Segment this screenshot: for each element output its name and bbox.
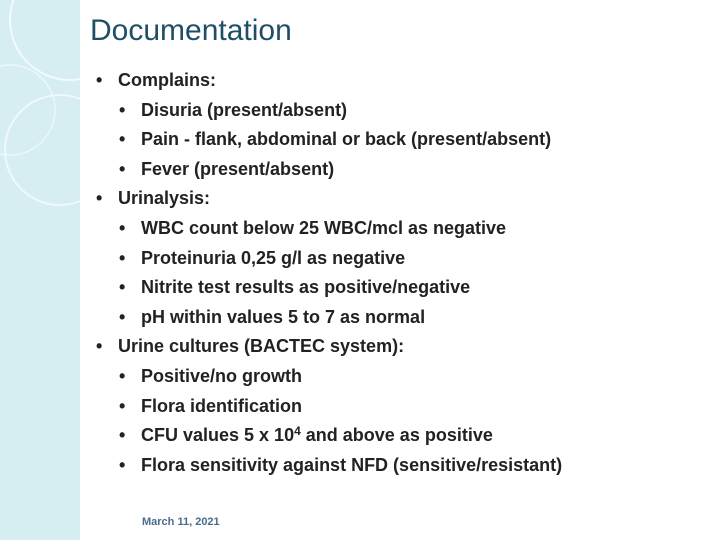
list-item — [96, 125, 706, 155]
item-text: Positive/no growth — [141, 365, 303, 386]
exponent: 4 — [294, 424, 301, 439]
item-text: Nitrite test results as positive/negative — [141, 277, 471, 298]
bullet-icon: • — [119, 217, 126, 238]
item-text: Fever (present/absent) — [141, 158, 335, 179]
item-text-suffix: and above as positive — [300, 425, 493, 446]
item-text: Proteinuria 0,25 g/l as negative — [141, 247, 406, 268]
bullet-icon: • — [119, 277, 126, 298]
item-text: Flora sensitivity against NFD (sensitive/resistant) — [141, 454, 563, 475]
list-item — [96, 303, 706, 333]
bullet-icon: • — [119, 454, 126, 475]
section-urinalysis — [96, 184, 706, 214]
list-item — [96, 362, 706, 392]
list-item — [96, 155, 706, 185]
bullet-icon: • — [119, 425, 126, 446]
section-label: Complains: — [118, 70, 217, 90]
section-label: Urinalysis: — [118, 188, 211, 209]
bullet-icon: • — [119, 306, 126, 327]
bullet-icon: • — [119, 395, 126, 416]
item-text: WBC count below 25 WBC/mcl as negative — [141, 217, 507, 238]
item-text: Flora identification — [141, 395, 303, 416]
section-urine-cultures — [96, 332, 706, 362]
slide-title: Documentation — [90, 14, 292, 47]
item-text: Disuria (present/absent) — [141, 99, 348, 120]
decorative-side-band — [0, 0, 80, 540]
bullet-icon: • — [119, 99, 126, 120]
list-item — [96, 392, 706, 422]
list-item — [96, 451, 706, 481]
list-item — [96, 244, 706, 274]
bullet-icon: • — [119, 365, 126, 386]
list-item-cfu — [96, 421, 706, 451]
item-text: Pain - flank, abdominal or back (present/absent) — [141, 129, 552, 150]
item-text: CFU values 5 x 10 — [141, 425, 295, 446]
bullet-icon: • — [119, 158, 126, 179]
item-text: pH within values 5 to 7 as normal — [141, 306, 426, 327]
list-item — [96, 96, 706, 126]
slide-content — [96, 66, 706, 480]
section-complains — [96, 66, 706, 96]
decorative-circles — [0, 0, 80, 540]
bullet-icon: • — [119, 129, 126, 150]
list-item — [96, 214, 706, 244]
footer-date: March 11, 2021 — [142, 516, 220, 528]
bullet-icon: • — [119, 247, 126, 268]
bullet-icon: • — [96, 336, 103, 357]
bullet-icon: • — [96, 70, 103, 90]
bullet-icon: • — [96, 188, 103, 209]
list-item — [96, 273, 706, 303]
section-label: Urine cultures (BACTEC system): — [118, 336, 405, 357]
